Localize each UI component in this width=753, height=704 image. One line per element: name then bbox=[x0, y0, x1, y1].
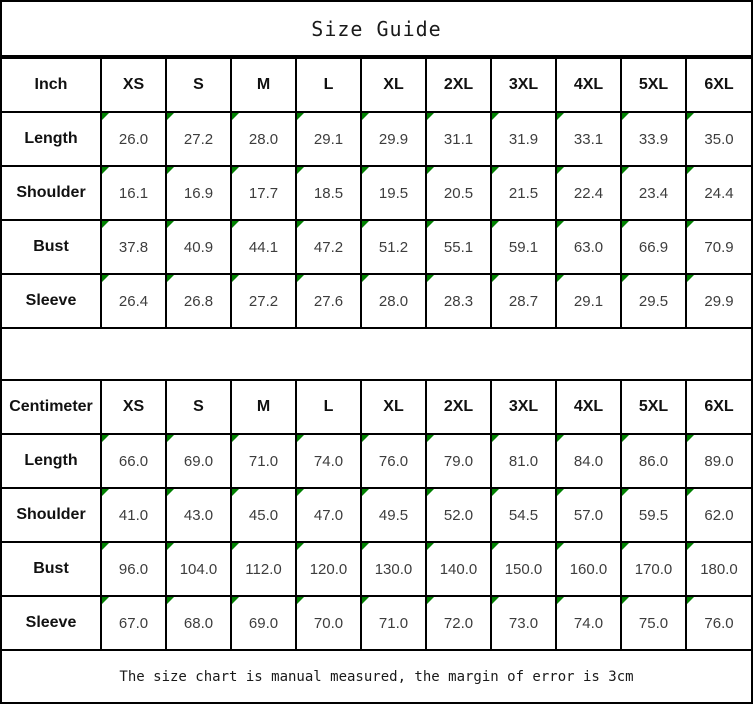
cell-corner-marker-icon bbox=[167, 435, 174, 442]
cell-corner-marker-icon bbox=[362, 275, 369, 282]
measurement-value-cell bbox=[101, 112, 166, 166]
measurement-value-cell bbox=[556, 112, 621, 166]
cell-corner-marker-icon bbox=[362, 543, 369, 550]
measurement-value-cell bbox=[556, 434, 621, 488]
size-column-header: XS bbox=[101, 58, 166, 112]
measurement-value-cell bbox=[166, 434, 231, 488]
measurement-value-cell bbox=[491, 220, 556, 274]
measurement-value: 54.5 bbox=[508, 506, 539, 524]
measurement-value: 75.0 bbox=[638, 614, 669, 632]
measurement-value-cell bbox=[361, 542, 426, 596]
measurement-value-cell bbox=[491, 434, 556, 488]
measurement-value: 69.0 bbox=[248, 614, 279, 632]
measurement-value-cell bbox=[426, 274, 491, 328]
measurement-value: 31.9 bbox=[508, 130, 539, 148]
measurement-value-cell bbox=[296, 434, 361, 488]
measurement-value: 18.5 bbox=[313, 184, 344, 202]
measurement-value: 16.1 bbox=[118, 184, 149, 202]
measurement-value: 150.0 bbox=[504, 560, 543, 578]
measurement-value-cell bbox=[296, 220, 361, 274]
measurement-value-cell bbox=[166, 220, 231, 274]
measurement-value: 29.9 bbox=[704, 292, 734, 310]
measurement-value: 44.1 bbox=[248, 238, 279, 256]
cell-corner-marker-icon bbox=[297, 221, 304, 228]
measurement-value: 74.0 bbox=[573, 614, 604, 632]
cell-corner-marker-icon bbox=[232, 221, 239, 228]
measurement-row-label: Length bbox=[2, 112, 101, 166]
measurement-value: 47.2 bbox=[313, 238, 344, 256]
size-column-header: XL bbox=[361, 58, 426, 112]
cell-corner-marker-icon bbox=[622, 597, 629, 604]
unit-label: Inch bbox=[2, 58, 101, 112]
cell-corner-marker-icon bbox=[427, 543, 434, 550]
table-row bbox=[2, 542, 751, 596]
size-column-header: XL bbox=[361, 380, 426, 434]
measurement-value-cell bbox=[556, 274, 621, 328]
measurement-value: 40.9 bbox=[183, 238, 214, 256]
cell-corner-marker-icon bbox=[102, 221, 109, 228]
unit-label: Centimeter bbox=[2, 380, 101, 434]
cell-corner-marker-icon bbox=[492, 167, 499, 174]
cell-corner-marker-icon bbox=[492, 221, 499, 228]
cell-corner-marker-icon bbox=[427, 489, 434, 496]
measurement-value-cell bbox=[491, 596, 556, 650]
cell-corner-marker-icon bbox=[557, 221, 564, 228]
cell-corner-marker-icon bbox=[362, 597, 369, 604]
cell-corner-marker-icon bbox=[427, 221, 434, 228]
measurement-value-cell bbox=[556, 542, 621, 596]
measurement-value: 62.0 bbox=[704, 506, 734, 524]
measurement-value-cell bbox=[231, 112, 296, 166]
table-row bbox=[2, 434, 751, 488]
table-row bbox=[2, 274, 751, 328]
measurement-value-cell bbox=[361, 274, 426, 328]
measurement-value: 20.5 bbox=[443, 184, 474, 202]
measurement-value: 33.9 bbox=[638, 130, 669, 148]
measurement-value: 41.0 bbox=[118, 506, 149, 524]
cell-corner-marker-icon bbox=[362, 167, 369, 174]
measurement-value-cell bbox=[231, 542, 296, 596]
measurement-value: 21.5 bbox=[508, 184, 539, 202]
measurement-value: 28.0 bbox=[378, 292, 409, 310]
cell-corner-marker-icon bbox=[232, 167, 239, 174]
header-row bbox=[2, 380, 751, 434]
measurement-value-cell bbox=[231, 434, 296, 488]
measurement-row-label: Sleeve bbox=[2, 596, 101, 650]
measurement-value: 120.0 bbox=[309, 560, 348, 578]
measurement-value-cell bbox=[426, 434, 491, 488]
cell-corner-marker-icon bbox=[687, 489, 694, 496]
measurement-value: 71.0 bbox=[248, 452, 279, 470]
measurement-value-cell bbox=[361, 488, 426, 542]
table-row bbox=[2, 488, 751, 542]
measurement-value-cell bbox=[361, 596, 426, 650]
measurement-value: 49.5 bbox=[378, 506, 409, 524]
cell-corner-marker-icon bbox=[622, 221, 629, 228]
size-column-header: S bbox=[166, 380, 231, 434]
measurement-value: 59.1 bbox=[508, 238, 539, 256]
size-column-header: 2XL bbox=[426, 380, 491, 434]
cell-corner-marker-icon bbox=[622, 275, 629, 282]
footer-note: The size chart is manual measured, the margin of error is 3cm bbox=[119, 668, 634, 685]
measurement-value-cell bbox=[231, 274, 296, 328]
cell-corner-marker-icon bbox=[297, 597, 304, 604]
measurement-value-cell bbox=[621, 274, 686, 328]
table-row bbox=[2, 596, 751, 650]
cell-corner-marker-icon bbox=[297, 489, 304, 496]
measurement-value-cell bbox=[101, 488, 166, 542]
measurement-value: 89.0 bbox=[704, 452, 734, 470]
measurement-value-cell bbox=[426, 112, 491, 166]
cell-corner-marker-icon bbox=[167, 489, 174, 496]
cell-corner-marker-icon bbox=[687, 167, 694, 174]
measurement-value: 72.0 bbox=[443, 614, 474, 632]
cell-corner-marker-icon bbox=[297, 113, 304, 120]
size-column-header: 5XL bbox=[621, 380, 686, 434]
measurement-value: 29.1 bbox=[313, 130, 344, 148]
measurement-value-cell bbox=[686, 542, 751, 596]
size-column-header: 6XL bbox=[686, 380, 751, 434]
measurement-value: 23.4 bbox=[638, 184, 669, 202]
measurement-value-cell bbox=[101, 596, 166, 650]
size-column-header: 4XL bbox=[556, 58, 621, 112]
measurement-value-cell bbox=[491, 542, 556, 596]
measurement-value: 67.0 bbox=[118, 614, 149, 632]
measurement-value: 35.0 bbox=[704, 130, 734, 148]
cell-corner-marker-icon bbox=[232, 275, 239, 282]
size-column-header: XS bbox=[101, 380, 166, 434]
size-column-header: 3XL bbox=[491, 380, 556, 434]
cell-corner-marker-icon bbox=[557, 597, 564, 604]
measurement-value: 22.4 bbox=[573, 184, 604, 202]
cell-corner-marker-icon bbox=[102, 435, 109, 442]
measurement-value-cell bbox=[686, 220, 751, 274]
measurement-row-label: Length bbox=[2, 434, 101, 488]
measurement-row-label: Sleeve bbox=[2, 274, 101, 328]
measurement-value: 19.5 bbox=[378, 184, 409, 202]
measurement-value-cell bbox=[686, 596, 751, 650]
cell-corner-marker-icon bbox=[687, 275, 694, 282]
measurement-value-cell bbox=[166, 596, 231, 650]
cell-corner-marker-icon bbox=[297, 543, 304, 550]
table-row bbox=[2, 112, 751, 166]
measurement-value: 26.0 bbox=[118, 130, 149, 148]
measurement-value-cell bbox=[621, 542, 686, 596]
cell-corner-marker-icon bbox=[687, 597, 694, 604]
measurement-value: 71.0 bbox=[378, 614, 409, 632]
measurement-value: 76.0 bbox=[378, 452, 409, 470]
cell-corner-marker-icon bbox=[167, 167, 174, 174]
size-column-header: 2XL bbox=[426, 58, 491, 112]
measurement-value: 57.0 bbox=[573, 506, 604, 524]
measurement-row-label: Shoulder bbox=[2, 488, 101, 542]
measurement-value: 31.1 bbox=[443, 130, 474, 148]
measurement-value: 76.0 bbox=[704, 614, 734, 632]
measurement-value-cell bbox=[296, 488, 361, 542]
cell-corner-marker-icon bbox=[557, 113, 564, 120]
measurement-value: 47.0 bbox=[313, 506, 344, 524]
cell-corner-marker-icon bbox=[362, 113, 369, 120]
cell-corner-marker-icon bbox=[492, 543, 499, 550]
measurement-value: 27.2 bbox=[248, 292, 279, 310]
cell-corner-marker-icon bbox=[427, 167, 434, 174]
table-gap bbox=[2, 329, 751, 379]
measurement-value: 112.0 bbox=[245, 560, 282, 578]
measurement-value-cell bbox=[556, 220, 621, 274]
measurement-value: 26.4 bbox=[118, 292, 149, 310]
measurement-value-cell bbox=[166, 166, 231, 220]
measurement-value-cell bbox=[166, 112, 231, 166]
cell-corner-marker-icon bbox=[557, 489, 564, 496]
measurement-value-cell bbox=[491, 274, 556, 328]
measurement-value-cell bbox=[231, 488, 296, 542]
measurement-value: 73.0 bbox=[508, 614, 539, 632]
cell-corner-marker-icon bbox=[232, 543, 239, 550]
page-title: Size Guide bbox=[2, 2, 751, 57]
measurement-value: 45.0 bbox=[248, 506, 279, 524]
cell-corner-marker-icon bbox=[427, 275, 434, 282]
cell-corner-marker-icon bbox=[557, 543, 564, 550]
measurement-value: 66.0 bbox=[118, 452, 149, 470]
cell-corner-marker-icon bbox=[362, 435, 369, 442]
cell-corner-marker-icon bbox=[102, 489, 109, 496]
measurement-value: 84.0 bbox=[573, 452, 604, 470]
measurement-value-cell bbox=[556, 166, 621, 220]
measurement-value: 29.5 bbox=[638, 292, 669, 310]
size-column-header: 6XL bbox=[686, 58, 751, 112]
measurement-value: 51.2 bbox=[378, 238, 409, 256]
measurement-value: 79.0 bbox=[443, 452, 474, 470]
measurement-value-cell bbox=[166, 488, 231, 542]
cell-corner-marker-icon bbox=[102, 597, 109, 604]
measurement-row-label: Shoulder bbox=[2, 166, 101, 220]
cell-corner-marker-icon bbox=[102, 543, 109, 550]
measurement-value: 63.0 bbox=[573, 238, 604, 256]
cell-corner-marker-icon bbox=[102, 167, 109, 174]
measurement-value-cell bbox=[296, 596, 361, 650]
size-column-header: 3XL bbox=[491, 58, 556, 112]
measurement-value-cell bbox=[296, 166, 361, 220]
measurement-value-cell bbox=[686, 488, 751, 542]
measurement-value: 27.2 bbox=[183, 130, 214, 148]
measurement-value-cell bbox=[296, 542, 361, 596]
measurement-value: 180.0 bbox=[700, 560, 738, 578]
measurement-value-cell bbox=[231, 220, 296, 274]
measurement-value-cell bbox=[426, 596, 491, 650]
measurement-value: 69.0 bbox=[183, 452, 214, 470]
cell-corner-marker-icon bbox=[102, 275, 109, 282]
cell-corner-marker-icon bbox=[687, 435, 694, 442]
table-row bbox=[2, 166, 751, 220]
measurement-value-cell bbox=[101, 434, 166, 488]
measurement-value-cell bbox=[621, 596, 686, 650]
cell-corner-marker-icon bbox=[167, 275, 174, 282]
measurement-value: 33.1 bbox=[573, 130, 604, 148]
cell-corner-marker-icon bbox=[622, 113, 629, 120]
measurement-value-cell bbox=[361, 166, 426, 220]
measurement-value-cell bbox=[296, 274, 361, 328]
measurement-value-cell bbox=[491, 166, 556, 220]
measurement-value: 170.0 bbox=[634, 560, 673, 578]
header-row bbox=[2, 58, 751, 112]
measurement-value: 59.5 bbox=[638, 506, 669, 524]
measurement-value-cell bbox=[426, 220, 491, 274]
cell-corner-marker-icon bbox=[492, 113, 499, 120]
cell-corner-marker-icon bbox=[687, 113, 694, 120]
size-column-header: 4XL bbox=[556, 380, 621, 434]
cell-corner-marker-icon bbox=[167, 597, 174, 604]
measurement-value-cell bbox=[361, 220, 426, 274]
size-column-header: L bbox=[296, 380, 361, 434]
measurement-value: 52.0 bbox=[443, 506, 474, 524]
size-column-header: 5XL bbox=[621, 58, 686, 112]
measurement-value-cell bbox=[556, 596, 621, 650]
cell-corner-marker-icon bbox=[492, 275, 499, 282]
measurement-value: 130.0 bbox=[374, 560, 413, 578]
cell-corner-marker-icon bbox=[167, 543, 174, 550]
measurement-value: 70.9 bbox=[704, 238, 734, 256]
size-table-centimeter bbox=[2, 379, 751, 651]
cell-corner-marker-icon bbox=[557, 435, 564, 442]
measurement-value-cell bbox=[556, 488, 621, 542]
cell-corner-marker-icon bbox=[427, 113, 434, 120]
cell-corner-marker-icon bbox=[687, 543, 694, 550]
cell-corner-marker-icon bbox=[232, 435, 239, 442]
measurement-value: 17.7 bbox=[248, 184, 279, 202]
measurement-value: 96.0 bbox=[118, 560, 149, 578]
measurement-value: 70.0 bbox=[313, 614, 344, 632]
measurement-value-cell bbox=[491, 112, 556, 166]
measurement-value-cell bbox=[231, 166, 296, 220]
cell-corner-marker-icon bbox=[232, 489, 239, 496]
measurement-value-cell bbox=[101, 220, 166, 274]
measurement-value-cell bbox=[426, 488, 491, 542]
measurement-value-cell bbox=[621, 112, 686, 166]
measurement-value-cell bbox=[686, 434, 751, 488]
measurement-value: 29.1 bbox=[573, 292, 604, 310]
measurement-value-cell bbox=[686, 166, 751, 220]
measurement-value: 86.0 bbox=[638, 452, 669, 470]
cell-corner-marker-icon bbox=[232, 597, 239, 604]
cell-corner-marker-icon bbox=[362, 221, 369, 228]
measurement-value-cell bbox=[166, 542, 231, 596]
cell-corner-marker-icon bbox=[557, 167, 564, 174]
cell-corner-marker-icon bbox=[102, 113, 109, 120]
measurement-value-cell bbox=[101, 274, 166, 328]
cell-corner-marker-icon bbox=[622, 167, 629, 174]
measurement-value: 24.4 bbox=[704, 184, 734, 202]
measurement-value: 66.9 bbox=[638, 238, 669, 256]
cell-corner-marker-icon bbox=[492, 489, 499, 496]
measurement-value-cell bbox=[296, 112, 361, 166]
cell-corner-marker-icon bbox=[232, 113, 239, 120]
cell-corner-marker-icon bbox=[622, 489, 629, 496]
measurement-value: 27.6 bbox=[313, 292, 344, 310]
measurement-row-label: Bust bbox=[2, 220, 101, 274]
size-table-inch bbox=[2, 57, 751, 329]
measurement-value-cell bbox=[621, 166, 686, 220]
measurement-row-label: Bust bbox=[2, 542, 101, 596]
measurement-value-cell bbox=[361, 434, 426, 488]
cell-corner-marker-icon bbox=[167, 113, 174, 120]
measurement-value-cell bbox=[101, 166, 166, 220]
measurement-value: 160.0 bbox=[569, 560, 608, 578]
measurement-value: 55.1 bbox=[443, 238, 474, 256]
cell-corner-marker-icon bbox=[297, 167, 304, 174]
cell-corner-marker-icon bbox=[427, 435, 434, 442]
cell-corner-marker-icon bbox=[492, 435, 499, 442]
measurement-value: 29.9 bbox=[378, 130, 409, 148]
cell-corner-marker-icon bbox=[557, 275, 564, 282]
measurement-value-cell bbox=[166, 274, 231, 328]
measurement-value-cell bbox=[231, 596, 296, 650]
measurement-value: 16.9 bbox=[183, 184, 214, 202]
measurement-value-cell bbox=[686, 112, 751, 166]
measurement-value: 28.0 bbox=[248, 130, 279, 148]
measurement-value: 74.0 bbox=[313, 452, 344, 470]
measurement-value: 140.0 bbox=[439, 560, 478, 578]
measurement-value-cell bbox=[361, 112, 426, 166]
cell-corner-marker-icon bbox=[622, 435, 629, 442]
measurement-value-cell bbox=[621, 220, 686, 274]
measurement-value-cell bbox=[426, 166, 491, 220]
size-column-header: L bbox=[296, 58, 361, 112]
measurement-value-cell bbox=[686, 274, 751, 328]
cell-corner-marker-icon bbox=[492, 597, 499, 604]
measurement-value: 68.0 bbox=[183, 614, 214, 632]
measurement-value-cell bbox=[621, 488, 686, 542]
cell-corner-marker-icon bbox=[297, 435, 304, 442]
measurement-value: 104.0 bbox=[179, 560, 218, 578]
cell-corner-marker-icon bbox=[427, 597, 434, 604]
measurement-value: 43.0 bbox=[183, 506, 214, 524]
size-column-header: M bbox=[231, 380, 296, 434]
measurement-value: 28.3 bbox=[443, 292, 474, 310]
cell-corner-marker-icon bbox=[167, 221, 174, 228]
measurement-value: 37.8 bbox=[118, 238, 149, 256]
table-row bbox=[2, 220, 751, 274]
cell-corner-marker-icon bbox=[362, 489, 369, 496]
measurement-value: 26.8 bbox=[183, 292, 214, 310]
cell-corner-marker-icon bbox=[622, 543, 629, 550]
measurement-value: 28.7 bbox=[508, 292, 539, 310]
measurement-value-cell bbox=[101, 542, 166, 596]
size-column-header: S bbox=[166, 58, 231, 112]
cell-corner-marker-icon bbox=[687, 221, 694, 228]
measurement-value-cell bbox=[426, 542, 491, 596]
measurement-value: 81.0 bbox=[508, 452, 539, 470]
measurement-value-cell bbox=[621, 434, 686, 488]
measurement-value-cell bbox=[491, 488, 556, 542]
size-column-header: M bbox=[231, 58, 296, 112]
cell-corner-marker-icon bbox=[297, 275, 304, 282]
